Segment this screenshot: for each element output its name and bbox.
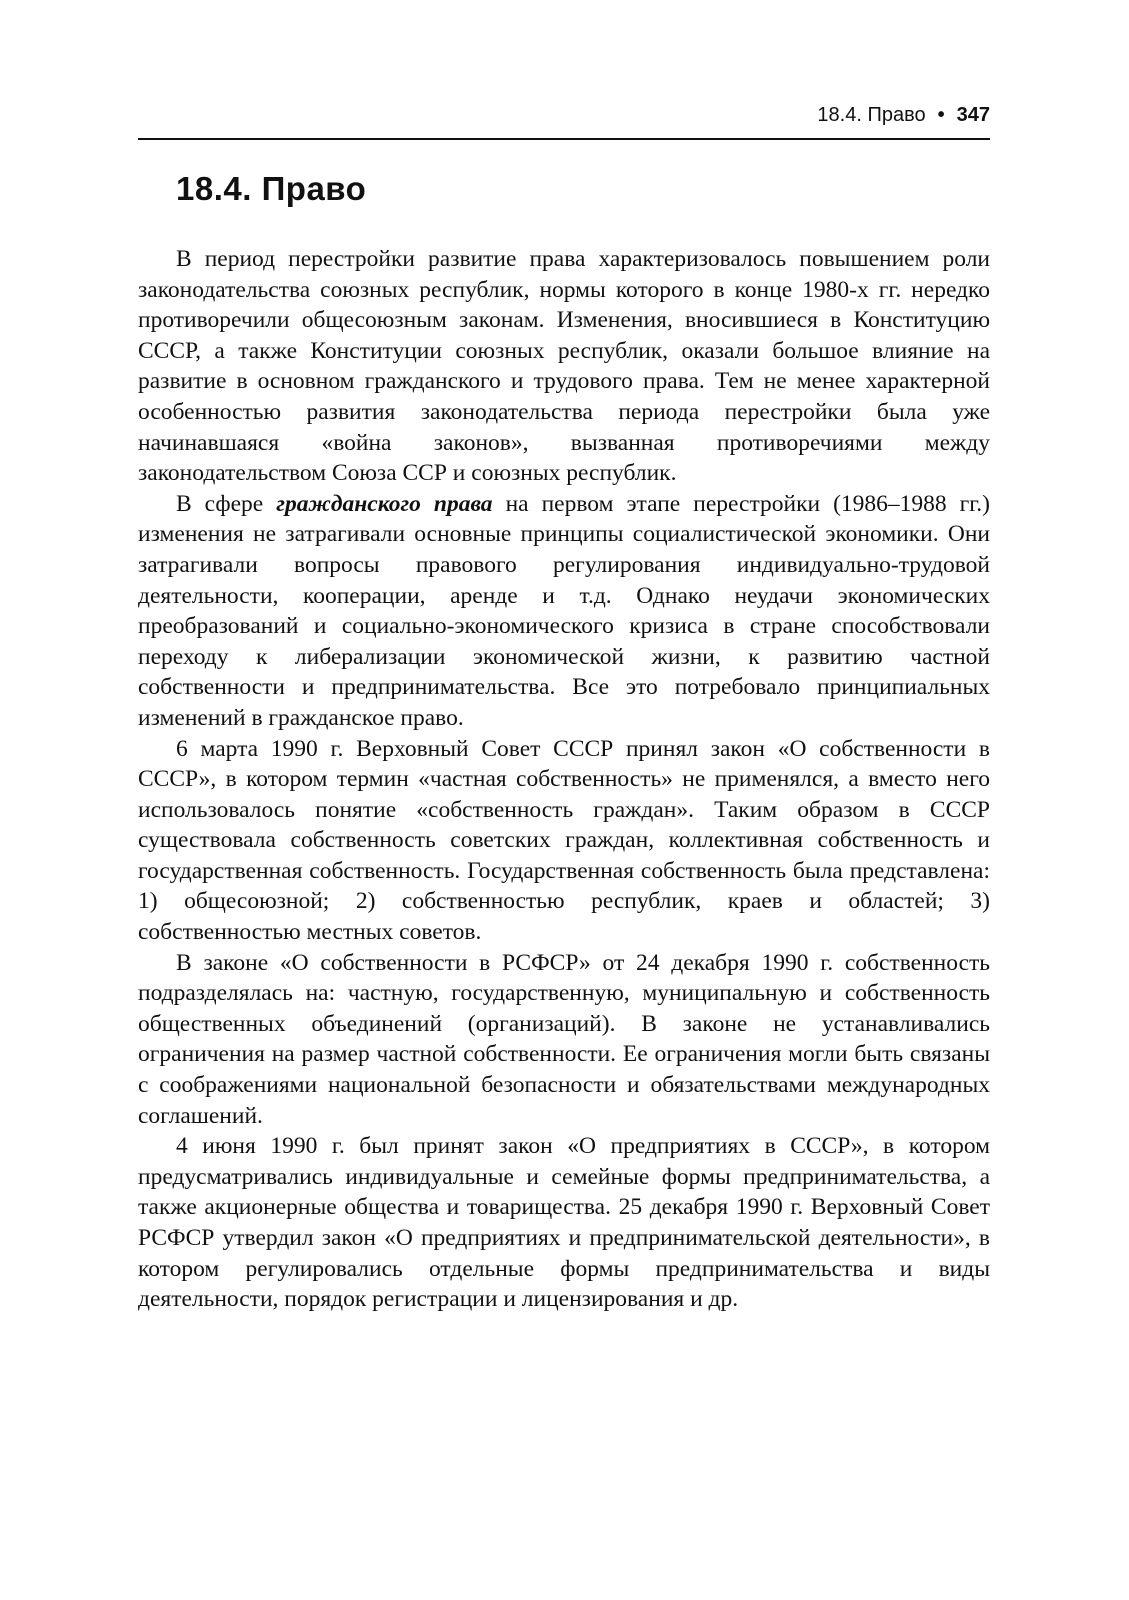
- running-header-title: 18.4. Право: [817, 104, 926, 126]
- body-text: [138, 244, 990, 1315]
- paragraph-2-start: В сфере: [176, 490, 277, 517]
- page-number: 347: [956, 104, 990, 126]
- paragraph-4: В законе «О собственности в РСФСР» от 24 декабря 1990 г. собственность подразделялась на: частную, государственную, муниципальную и собственность общественных объединений (организаций). В законе не устанавливались ограничения на размер частной собственности. Ее ограничения могли быть связаны с соображениями национальной безопасности и обязательствами международных соглашений.: [138, 949, 990, 1129]
- section-title: 18.4. Право: [176, 170, 367, 207]
- paragraph-5: 4 июня 1990 г. был принят закон «О предприятиях в СССР», в котором предусматривались индивидуальные и семейные формы предпринимательства, а также акционерные общества и товарищества. 25 декабря 1990 г. Верховный Совет РСФСР утвердил закон «О предприятиях и предпринимательской деятельности», в котором регулировались отдельные формы предпринимательства и виды деятельности, порядок регистрации и лицензирования и др.: [138, 1133, 990, 1313]
- paragraph-2-rest: на первом этапе перестройки (1986–1988 гг.) изменения не затрагивали основные принципы социалистической экономики. Они затрагивали вопросы правового регулирования индивидуально-трудовой деятельности, кооперации, аренде и т.д. Однако неудачи экономических преобразований и социально-экономического кризиса в стране способствовали переходу к либерализации экономической жизни, к развитию частной собственности и предпринимательства. Все это потребовало принципиальных изменений в гражданское право.: [138, 490, 990, 731]
- paragraph-1: В период перестройки развитие права характеризовалось повышением роли законодательства союзных республик, нормы которого в конце 1980-х гг. нередко противоречили общесоюзным законам. Изменения, вносившиеся в Конституцию СССР, а также Конституции союзных республик, оказали большое влияние на развитие в основном гражданского и трудового права. Тем не менее характерной особенностью развития законодательства периода перестройки была уже начинавшаяся «война законов», вызванная противоречиями между законодательством Союза ССР и союзных республик.: [138, 246, 990, 487]
- paragraph-3: 6 марта 1990 г. Верховный Совет СССР принял закон «О собственности в СССР», в котором термин «частная собственность» не применялся, а вместо него использовалось понятие «собственность граждан». Таким образом в СССР существовала собственность советских граждан, коллективная собственность и государственная собственность. Государственная собственность была представлена: 1) общесоюзной; 2) собственностью республик, краев и областей; 3) собственностью местных советов.: [138, 735, 990, 946]
- paragraph-2: [138, 489, 990, 734]
- running-header-bullet: •: [937, 104, 945, 126]
- running-header: [138, 104, 990, 140]
- term-civil-law: гражданского права: [276, 490, 493, 517]
